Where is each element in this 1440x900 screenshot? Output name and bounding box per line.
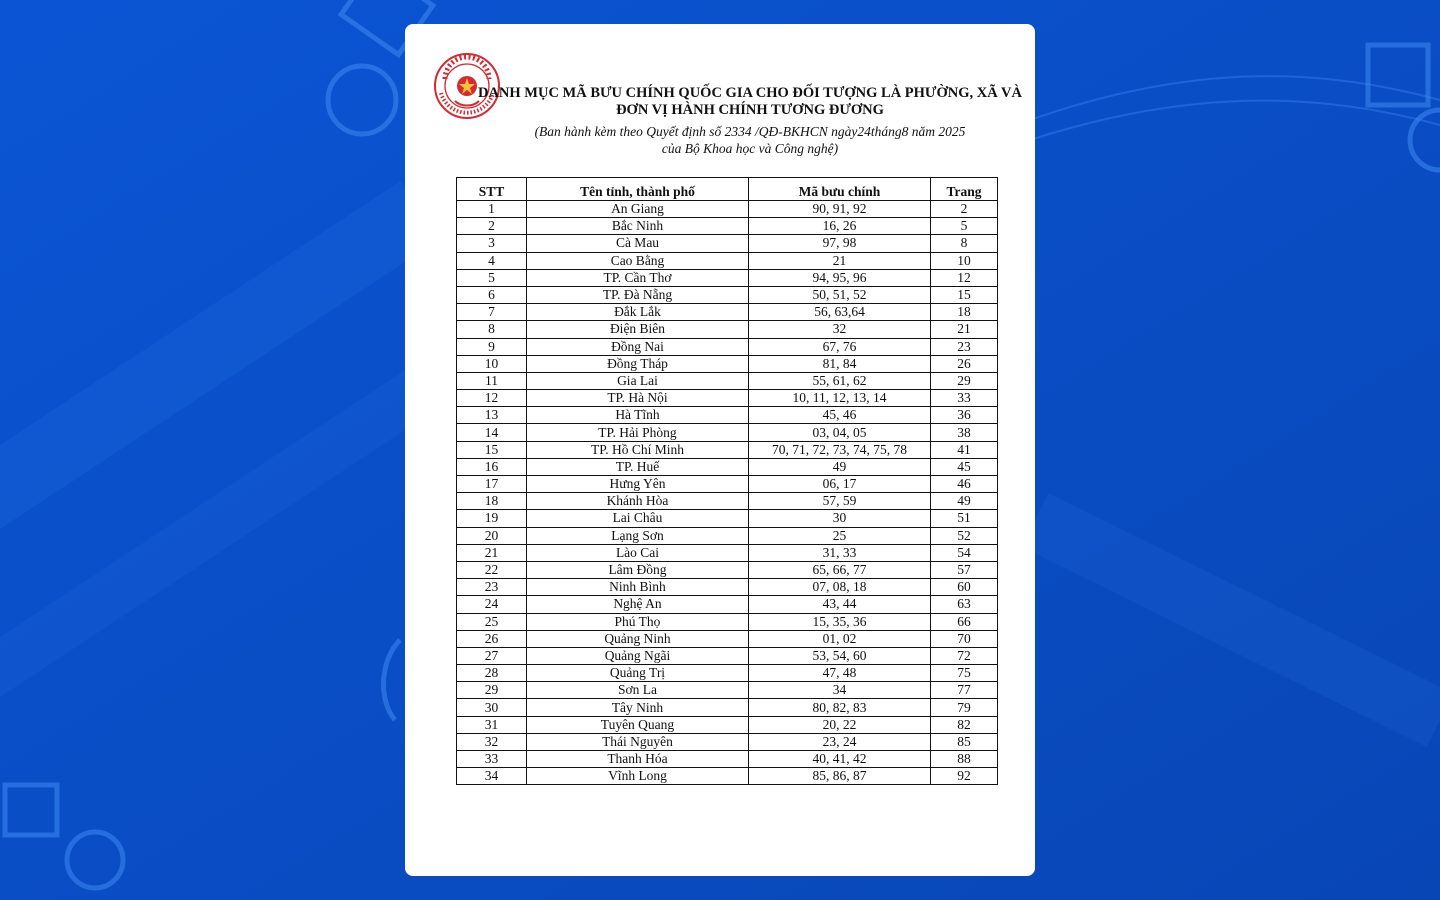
cell-stt: 26	[457, 630, 527, 647]
cell-postal-code: 15, 35, 36	[749, 613, 931, 630]
cell-stt: 28	[457, 665, 527, 682]
cell-stt: 17	[457, 476, 527, 493]
cell-postal-code: 55, 61, 62	[749, 372, 931, 389]
cell-province: Quảng Trị	[527, 665, 749, 682]
cell-province: Lai Châu	[527, 510, 749, 527]
cell-stt: 32	[457, 733, 527, 750]
cell-page: 18	[931, 304, 998, 321]
cell-stt: 30	[457, 699, 527, 716]
cell-page: 23	[931, 338, 998, 355]
cell-page: 60	[931, 579, 998, 596]
table-row	[457, 235, 998, 252]
cell-province: Sơn La	[527, 682, 749, 699]
cell-postal-code: 47, 48	[749, 665, 931, 682]
cell-postal-code: 67, 76	[749, 338, 931, 355]
header-stt: STT	[457, 178, 527, 201]
table-row	[457, 304, 998, 321]
cell-postal-code: 80, 82, 83	[749, 699, 931, 716]
cell-province: TP. Huế	[527, 458, 749, 475]
table-row	[457, 665, 998, 682]
cell-stt: 9	[457, 338, 527, 355]
cell-postal-code: 90, 91, 92	[749, 201, 931, 218]
cell-page: 29	[931, 372, 998, 389]
cell-province: Cà Mau	[527, 235, 749, 252]
cell-stt: 22	[457, 561, 527, 578]
header-postal-code: Mã bưu chính	[749, 178, 931, 201]
cell-province: Lào Cai	[527, 544, 749, 561]
cell-province: Lâm Đồng	[527, 561, 749, 578]
cell-stt: 6	[457, 286, 527, 303]
cell-postal-code: 81, 84	[749, 355, 931, 372]
cell-stt: 13	[457, 407, 527, 424]
table-row	[457, 338, 998, 355]
cell-postal-code: 06, 17	[749, 476, 931, 493]
cell-province: Nghệ An	[527, 596, 749, 613]
cell-stt: 29	[457, 682, 527, 699]
cell-province: An Giang	[527, 201, 749, 218]
header-page: Trang	[931, 178, 998, 201]
month-word: tháng	[870, 124, 902, 139]
table-row	[457, 682, 998, 699]
cell-postal-code: 50, 51, 52	[749, 286, 931, 303]
cell-stt: 16	[457, 458, 527, 475]
cell-page: 36	[931, 407, 998, 424]
table-row	[457, 579, 998, 596]
subtitle-part1: (Ban hành kèm theo Quyết định số	[534, 124, 725, 139]
cell-postal-code: 23, 24	[749, 733, 931, 750]
table-row	[457, 441, 998, 458]
table-row	[457, 561, 998, 578]
table-row	[457, 716, 998, 733]
cell-postal-code: 94, 95, 96	[749, 269, 931, 286]
cell-province: Đồng Nai	[527, 338, 749, 355]
table-row	[457, 751, 998, 768]
cell-province: Cao Bằng	[527, 252, 749, 269]
table-row	[457, 269, 998, 286]
cell-page: 85	[931, 733, 998, 750]
cell-postal-code: 01, 02	[749, 630, 931, 647]
postal-code-table	[456, 177, 998, 785]
cell-stt: 5	[457, 269, 527, 286]
cell-page: 38	[931, 424, 998, 441]
cell-page: 45	[931, 458, 998, 475]
table-row	[457, 527, 998, 544]
cell-stt: 1	[457, 201, 527, 218]
cell-postal-code: 07, 08, 18	[749, 579, 931, 596]
cell-province: Hà Tĩnh	[527, 407, 749, 424]
cell-province: TP. Hải Phòng	[527, 424, 749, 441]
table-row	[457, 493, 998, 510]
cell-province: Gia Lai	[527, 372, 749, 389]
cell-province: TP. Đà Nẵng	[527, 286, 749, 303]
cell-province: Hưng Yên	[527, 476, 749, 493]
cell-postal-code: 30	[749, 510, 931, 527]
cell-province: Ninh Bình	[527, 579, 749, 596]
cell-page: 49	[931, 493, 998, 510]
cell-province: Vĩnh Long	[527, 768, 749, 785]
table-row	[457, 355, 998, 372]
cell-stt: 4	[457, 252, 527, 269]
issuing-authority-line: của Bộ Khoa học và Công nghệ)	[661, 141, 839, 156]
cell-postal-code: 16, 26	[749, 218, 931, 235]
table-row	[457, 510, 998, 527]
decision-number: 2334	[724, 124, 752, 139]
cell-page: 12	[931, 269, 998, 286]
document-page	[405, 24, 1035, 876]
table-row	[457, 390, 998, 407]
cell-stt: 33	[457, 751, 527, 768]
table-row	[457, 218, 998, 235]
document-title-line2: ĐƠN VỊ HÀNH CHÍNH TƯƠNG ĐƯƠNG	[616, 102, 884, 118]
cell-postal-code: 57, 59	[749, 493, 931, 510]
cell-province: Đồng Tháp	[527, 355, 749, 372]
table-row	[457, 647, 998, 664]
table-row	[457, 733, 998, 750]
cell-page: 8	[931, 235, 998, 252]
cell-postal-code: 85, 86, 87	[749, 768, 931, 785]
cell-page: 72	[931, 647, 998, 664]
cell-province: Phú Thọ	[527, 613, 749, 630]
cell-page: 2	[931, 201, 998, 218]
cell-postal-code: 45, 46	[749, 407, 931, 424]
cell-stt: 14	[457, 424, 527, 441]
cell-province: Tuyên Quang	[527, 716, 749, 733]
cell-stt: 10	[457, 355, 527, 372]
cell-postal-code: 21	[749, 252, 931, 269]
cell-province: Quảng Ninh	[527, 630, 749, 647]
cell-page: 21	[931, 321, 998, 338]
table-row	[457, 286, 998, 303]
cell-province: TP. Hà Nội	[527, 390, 749, 407]
cell-stt: 24	[457, 596, 527, 613]
cell-postal-code: 40, 41, 42	[749, 751, 931, 768]
cell-stt: 20	[457, 527, 527, 544]
cell-postal-code: 70, 71, 72, 73, 74, 75, 78	[749, 441, 931, 458]
decision-year: năm 2025	[908, 124, 966, 139]
cell-page: 63	[931, 596, 998, 613]
cell-stt: 27	[457, 647, 527, 664]
cell-page: 92	[931, 768, 998, 785]
table-row	[457, 768, 998, 785]
cell-page: 26	[931, 355, 998, 372]
cell-province: Bắc Ninh	[527, 218, 749, 235]
table-row	[457, 699, 998, 716]
cell-page: 75	[931, 665, 998, 682]
cell-postal-code: 32	[749, 321, 931, 338]
table-row	[457, 252, 998, 269]
table-row	[457, 476, 998, 493]
cell-postal-code: 56, 63,64	[749, 304, 931, 321]
cell-page: 77	[931, 682, 998, 699]
table-row	[457, 613, 998, 630]
decision-day: 24	[857, 124, 871, 139]
decision-month: 8	[901, 124, 909, 139]
cell-postal-code: 97, 98	[749, 235, 931, 252]
cell-province: Điện Biên	[527, 321, 749, 338]
cell-province: Tây Ninh	[527, 699, 749, 716]
cell-page: 51	[931, 510, 998, 527]
cell-postal-code: 53, 54, 60	[749, 647, 931, 664]
cell-stt: 25	[457, 613, 527, 630]
cell-stt: 2	[457, 218, 527, 235]
cell-postal-code: 65, 66, 77	[749, 561, 931, 578]
cell-page: 5	[931, 218, 998, 235]
cell-stt: 34	[457, 768, 527, 785]
cell-page: 88	[931, 751, 998, 768]
table-row	[457, 596, 998, 613]
cell-page: 79	[931, 699, 998, 716]
cell-stt: 31	[457, 716, 527, 733]
cell-page: 54	[931, 544, 998, 561]
cell-page: 52	[931, 527, 998, 544]
cell-postal-code: 25	[749, 527, 931, 544]
cell-postal-code: 20, 22	[749, 716, 931, 733]
cell-postal-code: 34	[749, 682, 931, 699]
cell-postal-code: 03, 04, 05	[749, 424, 931, 441]
table-row	[457, 544, 998, 561]
cell-postal-code: 31, 33	[749, 544, 931, 561]
cell-page: 10	[931, 252, 998, 269]
document-title-line1: DANH MỤC MÃ BƯU CHÍNH QUỐC GIA CHO ĐỐI TƯỢNG LÀ PHƯỜNG, XÃ VÀ	[477, 85, 1023, 101]
cell-postal-code: 10, 11, 12, 13, 14	[749, 390, 931, 407]
cell-province: TP. Cần Thơ	[527, 269, 749, 286]
cell-stt: 7	[457, 304, 527, 321]
cell-stt: 21	[457, 544, 527, 561]
subtitle-part2: /QĐ-BKHCN ngày	[751, 124, 858, 139]
cell-stt: 15	[457, 441, 527, 458]
table-row	[457, 630, 998, 647]
cell-stt: 8	[457, 321, 527, 338]
cell-stt: 18	[457, 493, 527, 510]
cell-province: Thanh Hóa	[527, 751, 749, 768]
table-row	[457, 458, 998, 475]
cell-page: 46	[931, 476, 998, 493]
cell-stt: 12	[457, 390, 527, 407]
cell-stt: 3	[457, 235, 527, 252]
table-row	[457, 407, 998, 424]
header-province: Tên tỉnh, thành phố	[527, 178, 749, 201]
cell-page: 33	[931, 390, 998, 407]
cell-province: Quảng Ngãi	[527, 647, 749, 664]
cell-postal-code: 49	[749, 458, 931, 475]
cell-page: 57	[931, 561, 998, 578]
cell-postal-code: 43, 44	[749, 596, 931, 613]
table-header-row	[457, 178, 998, 201]
cell-page: 41	[931, 441, 998, 458]
cell-page: 66	[931, 613, 998, 630]
cell-province: Khánh Hòa	[527, 493, 749, 510]
table-row	[457, 372, 998, 389]
cell-page: 82	[931, 716, 998, 733]
cell-province: Lạng Sơn	[527, 527, 749, 544]
table-row	[457, 201, 998, 218]
table-row	[457, 424, 998, 441]
cell-stt: 19	[457, 510, 527, 527]
cell-page: 70	[931, 630, 998, 647]
cell-page: 15	[931, 286, 998, 303]
cell-province: TP. Hồ Chí Minh	[527, 441, 749, 458]
cell-stt: 11	[457, 372, 527, 389]
table-body	[457, 201, 998, 785]
decision-reference-line	[465, 123, 1035, 140]
table-row	[457, 321, 998, 338]
cell-province: Thái Nguyên	[527, 733, 749, 750]
cell-province: Đắk Lắk	[527, 304, 749, 321]
cell-stt: 23	[457, 579, 527, 596]
